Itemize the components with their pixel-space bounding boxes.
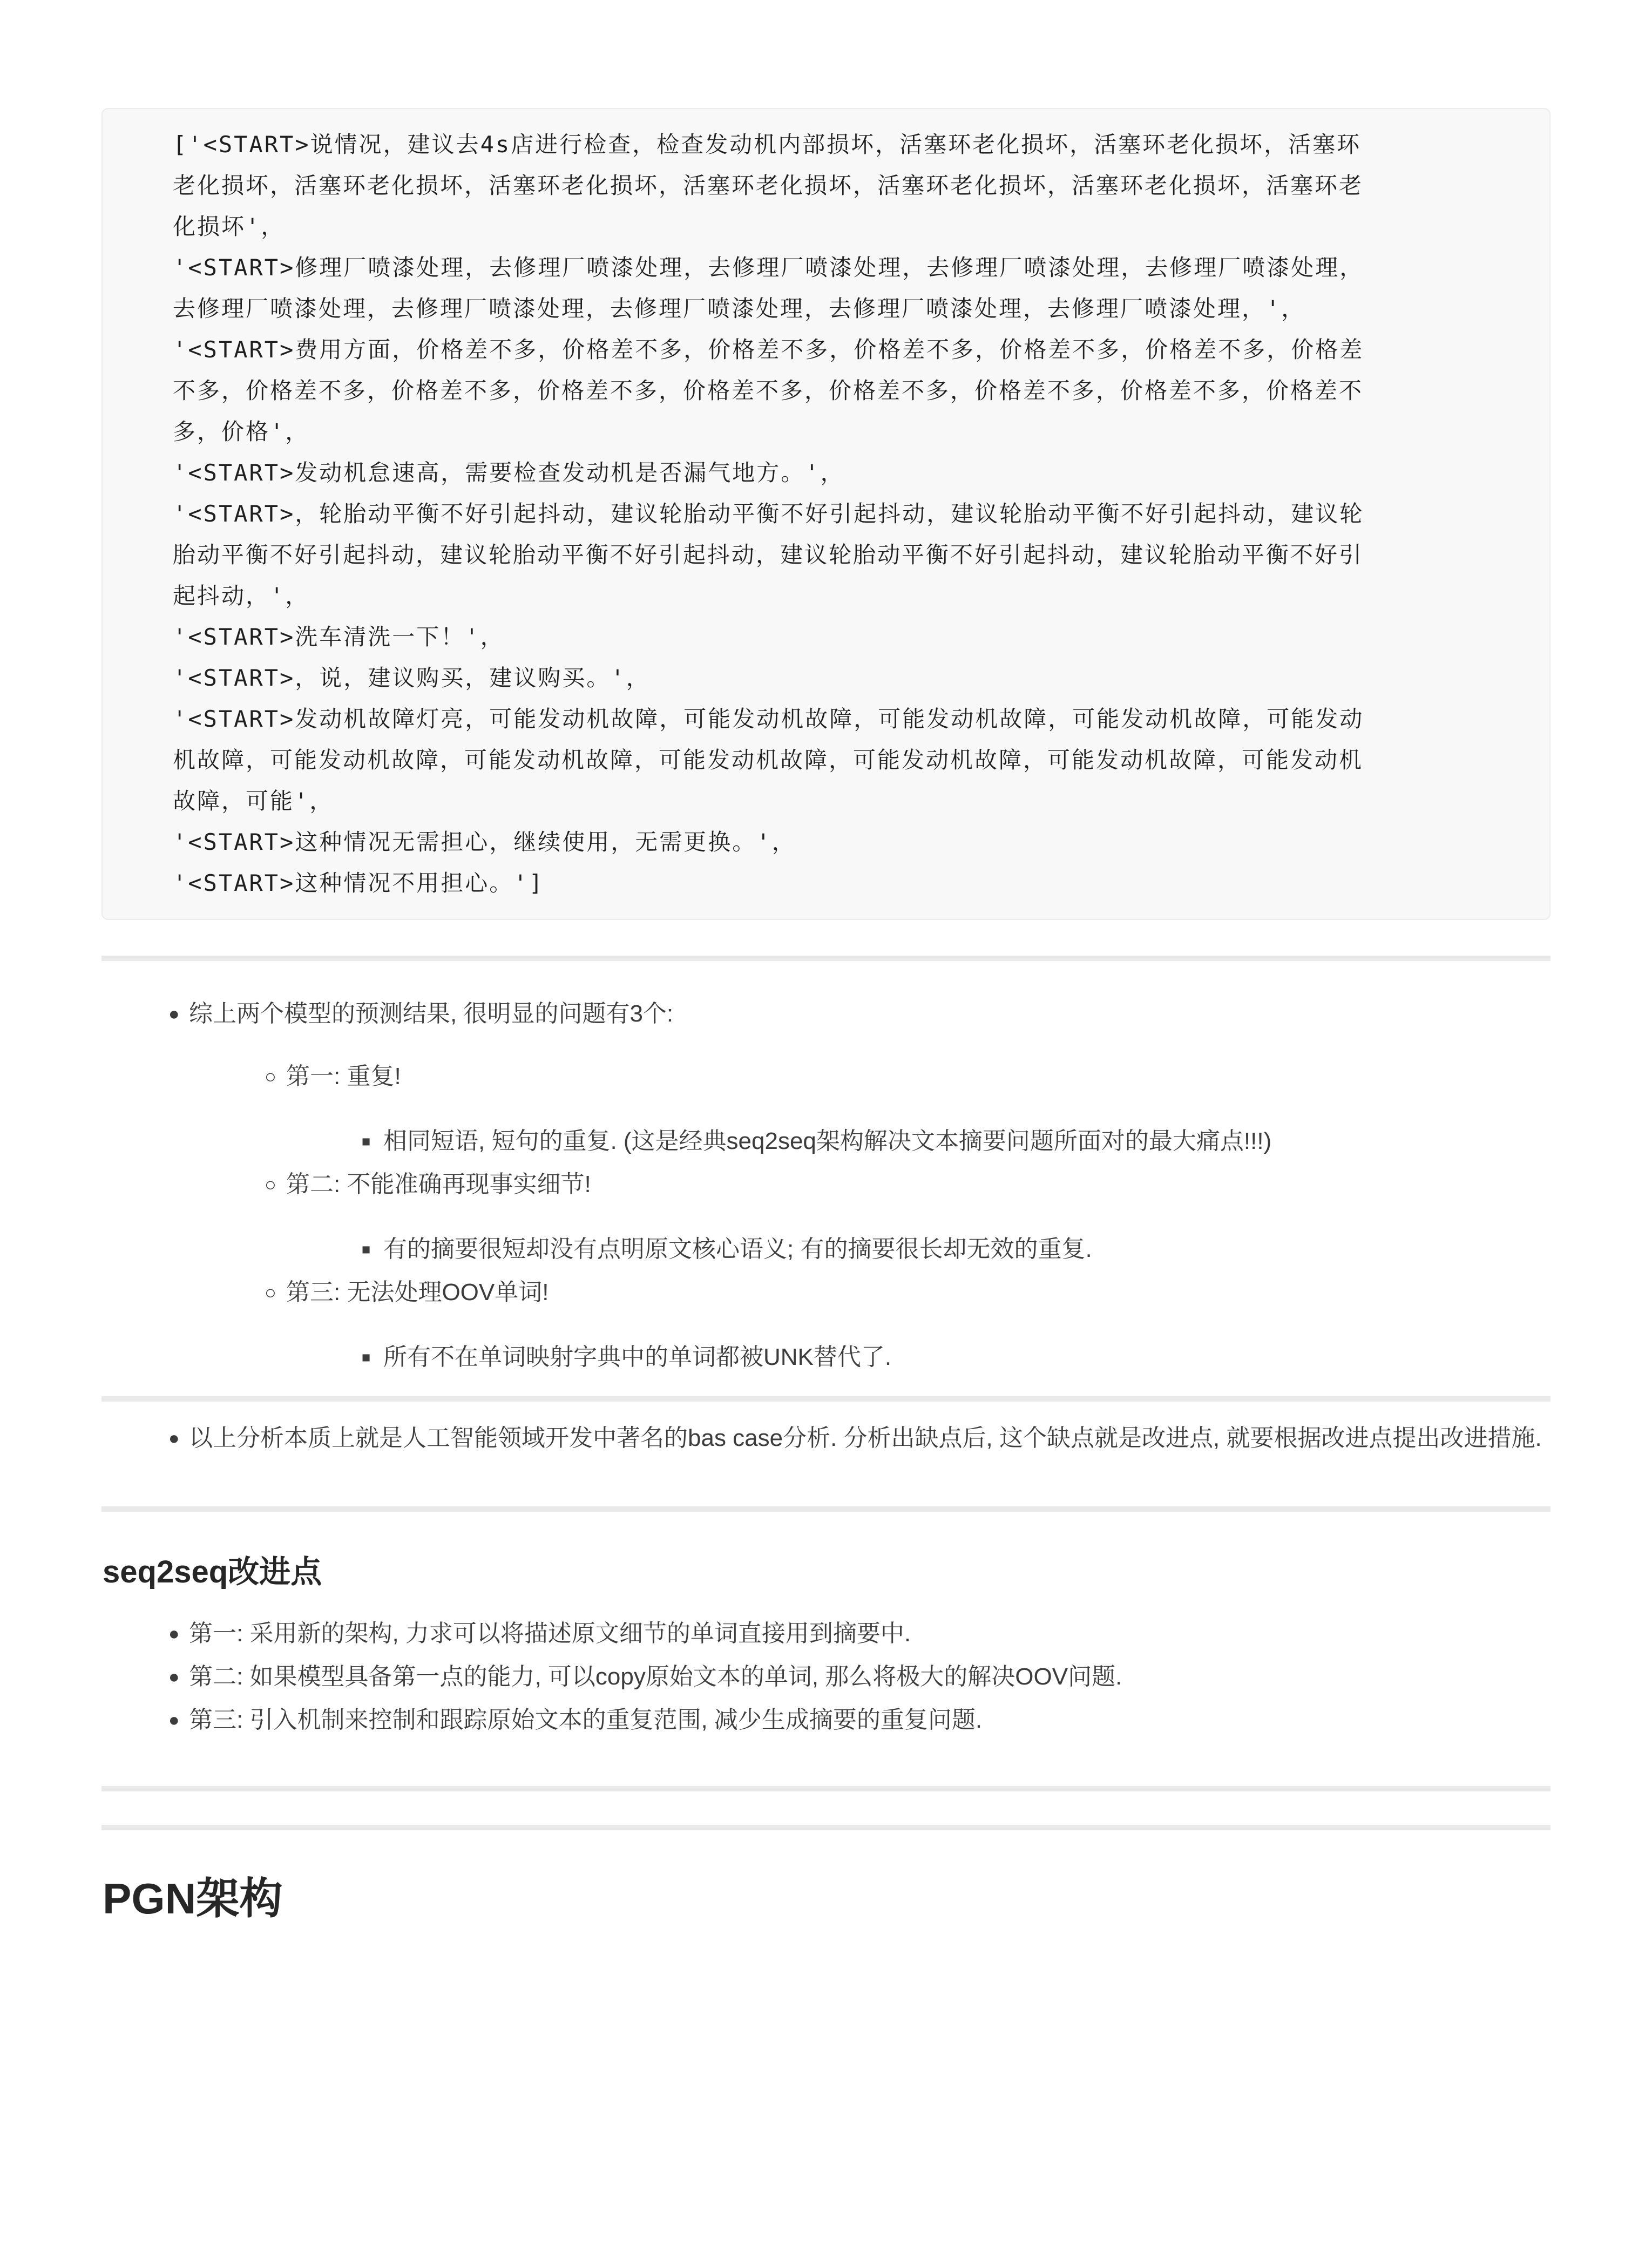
model-output-code-block (101, 108, 1551, 920)
list-item (103, 1120, 1587, 1163)
code-line: 去修理厂喷漆处理，去修理厂喷漆处理，去修理厂喷漆处理，去修理厂喷漆处理，去修理厂喷漆处理，'， (173, 295, 1306, 322)
bullet-square-icon: ■ (362, 1133, 371, 1149)
section-divider (101, 1825, 1551, 1830)
badcase-list (103, 1417, 1587, 1460)
list-item-text: 第一: 重复! (286, 1063, 401, 1090)
list-item (103, 1228, 1587, 1271)
list-item (103, 1612, 1587, 1655)
code-line: 起抖动，'， (173, 583, 310, 609)
code-line: '<START>洗车清洗一下！'， (173, 624, 505, 650)
heading-pgn-architecture: PGN架构 (103, 1875, 283, 1923)
section-divider (101, 1506, 1551, 1512)
bullet-disc-icon: ● (168, 1667, 180, 1687)
code-line: 化损坏'， (173, 213, 286, 240)
code-line: 多，价格'， (173, 418, 310, 445)
code-line: '<START>这种情况不用担心。'] (173, 870, 544, 896)
code-line: '<START>修理厂喷漆处理，去修理厂喷漆处理，去修理厂喷漆处理，去修理厂喷漆处理，去修理厂喷漆处理， (173, 254, 1364, 281)
bullet-square-icon: ■ (362, 1349, 371, 1365)
list-item (103, 1271, 1587, 1314)
list-item (103, 992, 1587, 1036)
bullet-circle-icon: ○ (265, 1173, 276, 1195)
code-line: 老化损坏，活塞环老化损坏，活塞环老化损坏，活塞环老化损坏，活塞环老化损坏，活塞环老化损坏，活塞环老 (173, 172, 1364, 199)
bullet-disc-icon: ● (168, 1623, 180, 1644)
list-item-text: 第三: 无法处理OOV单词! (286, 1279, 549, 1305)
list-item-text: 第二: 如果模型具备第一点的能力, 可以copy原始文本的单词, 那么将极大的解决OOV问题. (189, 1663, 1122, 1690)
list-item (103, 1417, 1587, 1460)
list-item-text: 综上两个模型的预测结果, 很明显的问题有3个: (189, 1000, 674, 1027)
code-line: '<START>发动机怠速高，需要检查发动机是否漏气地方。'， (173, 459, 845, 486)
list-item-text: 第二: 不能准确再现事实细节! (286, 1171, 591, 1198)
list-item-text: 所有不在单词映射字典中的单词都被UNK替代了. (383, 1344, 892, 1370)
list-item (103, 1163, 1587, 1206)
problems-list (103, 992, 1587, 1379)
code-line: 机故障，可能发动机故障，可能发动机故障，可能发动机故障，可能发动机故障，可能发动机故障，可能发动机 (173, 747, 1364, 773)
code-line: '<START>，说，建议购买，建议购买。'， (173, 665, 651, 691)
code-line: '<START>发动机故障灯亮，可能发动机故障，可能发动机故障，可能发动机故障，可能发动机故障，可能发动 (173, 706, 1364, 732)
section-divider (101, 1786, 1551, 1791)
list-item (103, 1655, 1587, 1699)
bullet-disc-icon: ● (168, 1710, 180, 1730)
list-item-text: 第一: 采用新的架构, 力求可以将描述原文细节的单词直接用到摘要中. (189, 1620, 911, 1647)
improvements-list (103, 1612, 1587, 1742)
section-divider (101, 956, 1551, 961)
list-item-text: 有的摘要很短却没有点明原文核心语义; 有的摘要很长却无效的重复. (383, 1236, 1092, 1262)
code-line: ['<START>说情况，建议去4s店进行检查，检查发动机内部损坏，活塞环老化损坏，活塞环老化损坏，活塞环 (173, 131, 1362, 158)
bullet-circle-icon: ○ (265, 1281, 276, 1303)
bullet-disc-icon: ● (168, 1428, 180, 1449)
list-item (103, 1055, 1587, 1098)
code-line: '<START>费用方面，价格差不多，价格差不多，价格差不多，价格差不多，价格差不多，价格差不多，价格差 (173, 336, 1364, 363)
list-item-text: 第三: 引入机制来控制和跟踪原始文本的重复范围, 减少生成摘要的重复问题. (189, 1707, 983, 1733)
bullet-circle-icon: ○ (265, 1065, 276, 1087)
code-line: 胎动平衡不好引起抖动，建议轮胎动平衡不好引起抖动，建议轮胎动平衡不好引起抖动，建议轮胎动平衡不好引 (173, 542, 1364, 568)
list-item (103, 1699, 1587, 1742)
heading-seq2seq-improvements: seq2seq改进点 (103, 1554, 322, 1589)
section-divider (101, 1396, 1551, 1402)
code-line: '<START>，轮胎动平衡不好引起抖动，建议轮胎动平衡不好引起抖动，建议轮胎动平衡不好引起抖动，建议轮 (173, 500, 1364, 527)
code-line: 故障，可能'， (173, 788, 334, 814)
bullet-square-icon: ■ (362, 1241, 371, 1257)
list-item (103, 1336, 1587, 1379)
list-item-text: 相同短语, 短句的重复. (这是经典seq2seq架构解决文本摘要问题所面对的最大痛点!!!) (383, 1128, 1272, 1154)
bullet-disc-icon: ● (168, 1004, 180, 1024)
code-line: '<START>这种情况无需担心，继续使用，无需更换。'， (173, 829, 796, 855)
code-line: 不多，价格差不多，价格差不多，价格差不多，价格差不多，价格差不多，价格差不多，价格差不多，价格差不 (173, 377, 1364, 404)
list-item-text: 以上分析本质上就是人工智能领域开发中著名的bas case分析. 分析出缺点后, 这个缺点就是改进点, 就要根据改进点提出改进措施. (189, 1425, 1542, 1451)
